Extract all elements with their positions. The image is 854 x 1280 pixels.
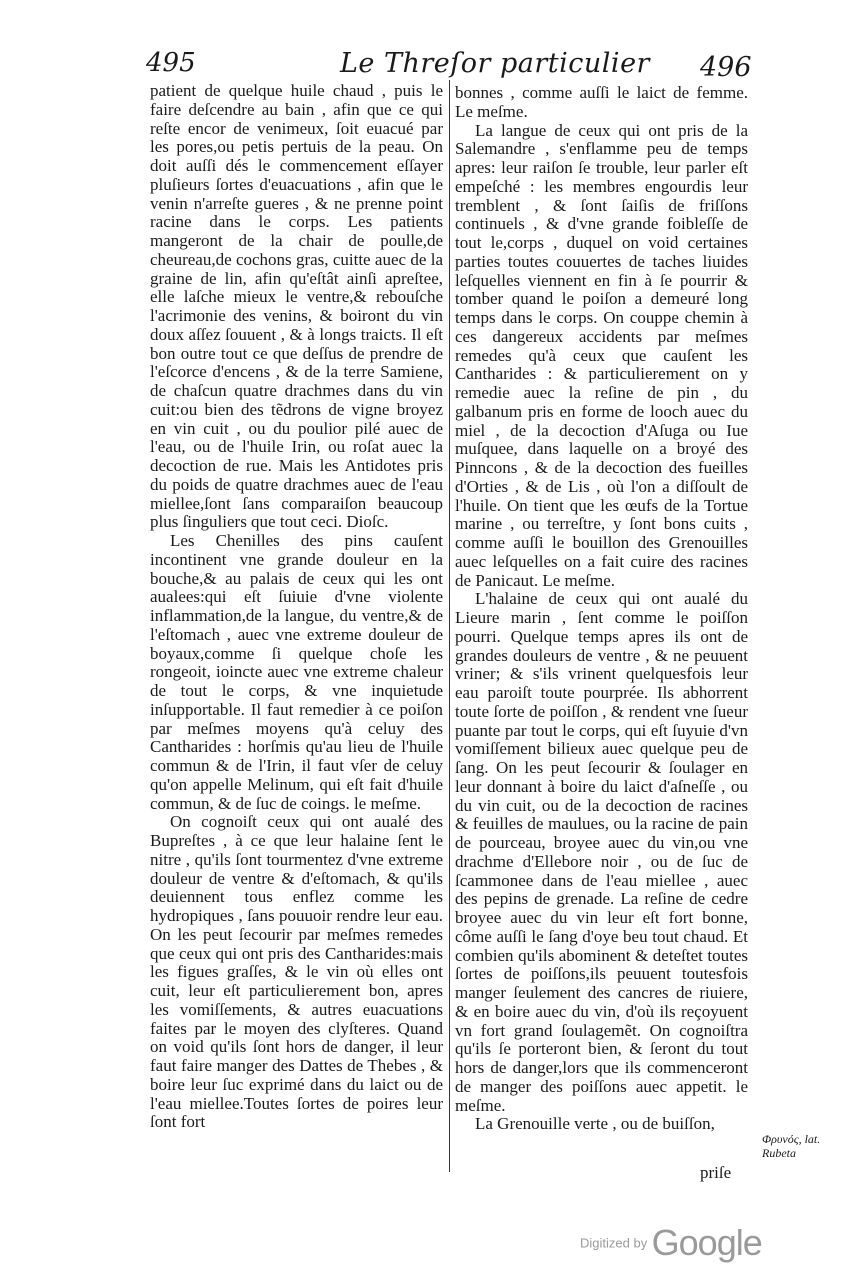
paragraph: La langue de ceux qui ont pris de la Salemandre , s'enflamme peu de temps apres: leur raiſon ſe trouble, leur parler eſt empeſché : les membres engourdis leur tremblent , & ſont ſaiſis de friſſons continuels , & d'vne grande foibleſſe de tout le,corps , duquel on void certaines parties toutes couuertes de taches liuides leſquelles viennent en fin à ſe pourrir & tomber quand le poiſon a demeuré long temps dans le corps. On couppe chemin à ces dangereux accidents par meſmes remedes qu'à ceux que cauſent les Cantharides : & particulierement on y remedie auec la reſine de pin , du galbanum pris en forme de looch auec du miel , de la decoction d'Aſuga ou Iue muſquee, dans laquelle on a broyé des Pinncons , & de la decoction des fueilles d'Orties , & de Lis , où l'on a diſſoult de l'huile. On tient que les œufs de la Tortue marine , ou terreſtre, y ſont bons cuits , comme auſſi le bouillon des Grenouilles auec leſquelles on a fait cuire des racines de Panicaut. Le meſme. xyxy=(455,120,748,590)
catchword: priſe xyxy=(700,1163,732,1182)
digitized-watermark xyxy=(580,1222,762,1264)
column-divider xyxy=(449,80,450,1172)
google-logo: Google xyxy=(651,1222,762,1263)
paragraph: La Grenouille verte , ou de buiſſon, xyxy=(475,1114,715,1134)
paragraph: L'halaine de ceux qui ont aualé du Lieure marin , ſent comme le poiſſon pourri. Quelque temps apres ils ont de grandes douleurs de ventre , & ne peuuent vriner; & s'ils vrinent quelquesfois leur eau paroiſt toute pourprée. Ils abhorrent toute ſorte de poiſſon , & rendent vne ſueur puante par tout le corps, qui eſt ſuyuie d'vn vomiſſement bilieux auec quelque peu de ſang. On les peut ſecourir & ſoulager en leur donnant à boire du laict d'aſneſſe , ou du vin cuit, ou de la decoction de racines & feuilles de maulues, ou la racine de pain de pourceau, broyee auec du vin,ou vne drachme d'Ellebore noir , ou de ſuc de ſcammonee dans de l'eau miellee , auec des pepins de grenade. La reſine de cedre broyee auec du vin leur eſt fort bonne, côme auſſi le ſang d'oye beu tout chaud. Et combien qu'ils abominent & deteſtet toutes ſortes de poiſſons,ils peuuent toutesfois manger ſeulement des cancres de riuiere, & en boire auec du vin, d'où ils reçoyuent vn fort grand ſoulagemẽt. On cognoiſtra qu'ils ſe porteront bien, & ſeront du tout hors de danger,lors que ils commenceront de manger des poiſſons auec appetit. le meſme. xyxy=(455,589,748,1115)
paragraph: patient de quelque huile chaud , puis le faire deſcendre au bain , afin que ce qui reſte encor de venimeux, ſoit euacué par les pores,ou petis pertuis de la peau. On doit auſſi dés le commencement eſſayer pluſieurs ſortes d'euacuations , afin que le venin n'arreſte gueres , & ne prenne point racine dans le corps. Les patients mangeront de la chair de poulle,de cheureau,de cochons gras, cuitte auec de la graine de lin, afin qu'eſtât ainſi apreſtee, elle laſche mieux le ventre,& rebouſche l'acrimonie des venins, & boiront du vin doux aſſez ſouuent , & à longs traicts. Il eſt bon outre tout ce que deſſus de prendre de l'eſcorce d'encens , & de la terre Samiene, de chaſcun quatre drachmes dans du vin cuit:ou bien des tẽdrons de vigne broyez en vin cuit , ou du poulior pilé auec de l'eau, ou de l'huile Irin, ou roſat auec la decoction de rue. Mais les Antidotes pris du poids de quatre drachmes auec de l'eau miellee,ſont ſans comparaiſon beaucoup plus ſinguliers que tout ceci. Dioſc. xyxy=(150,81,443,532)
left-column xyxy=(150,82,443,1132)
paragraph: Les Chenilles des pins cauſent incontinent vne grande douleur en la bouche,& au palais de ceux qui les ont aualees:qui eſt ſuiuie d'vne violente inflammation,de la langue, du ventre,& de l'eſtomach , auec vne extreme douleur de boyaux,comme ſi quelque choſe les rongeoit, ioincte auec vne extreme chaleur de tout le corps, & vne inquietude inſupportable. Il faut remedier à ce poiſon par meſmes moyens qu'à celuy des Cantharides : horſmis qu'au lieu de l'huile commun & de l'Irin, il faut vſer de celuy qu'on appelle Melinum, qui eſt fait d'huile commun, & de ſuc de coings. le meſme. xyxy=(150,531,443,813)
paragraph: bonnes , comme auſſi le laict de femme. Le meſme. xyxy=(455,83,748,121)
right-page-number: 496 xyxy=(700,52,752,83)
running-title: Le Threſor particulier xyxy=(340,48,650,79)
paragraph: On cognoiſt ceux qui ont aualé des Bupreſtes , à ce que leur halaine ſent le nitre , qu'ils ſont tourmentez d'vne extreme douleur de ventre & d'eſtomach, & qu'ils deuiennent tous enflez comme les hydropiques , ſans pouuoir rendre leur eau. On les peut ſecourir par meſmes remedes que ceux qui ont pris des Cantharides:mais les figues graſſes, & le vin où elles ont cuit, leur eſt particulierement bon, apres les vomiſſements, & autres euacuations faites par le moyen des clyſteres. Quand on void qu'ils ſont hors de danger, il leur faut faire manger des Dattes de Thebes , & boire leur ſuc exprimé dans du laict ou de l'eau miellee.Toutes ſortes de poires leur ſont fort xyxy=(150,812,443,1132)
watermark-prefix: Digitized by xyxy=(580,1235,648,1251)
left-page-number: 495 xyxy=(146,48,196,78)
right-column xyxy=(455,84,748,1134)
margin-note: Φρυνός, lat. Rubeta xyxy=(762,1132,821,1160)
